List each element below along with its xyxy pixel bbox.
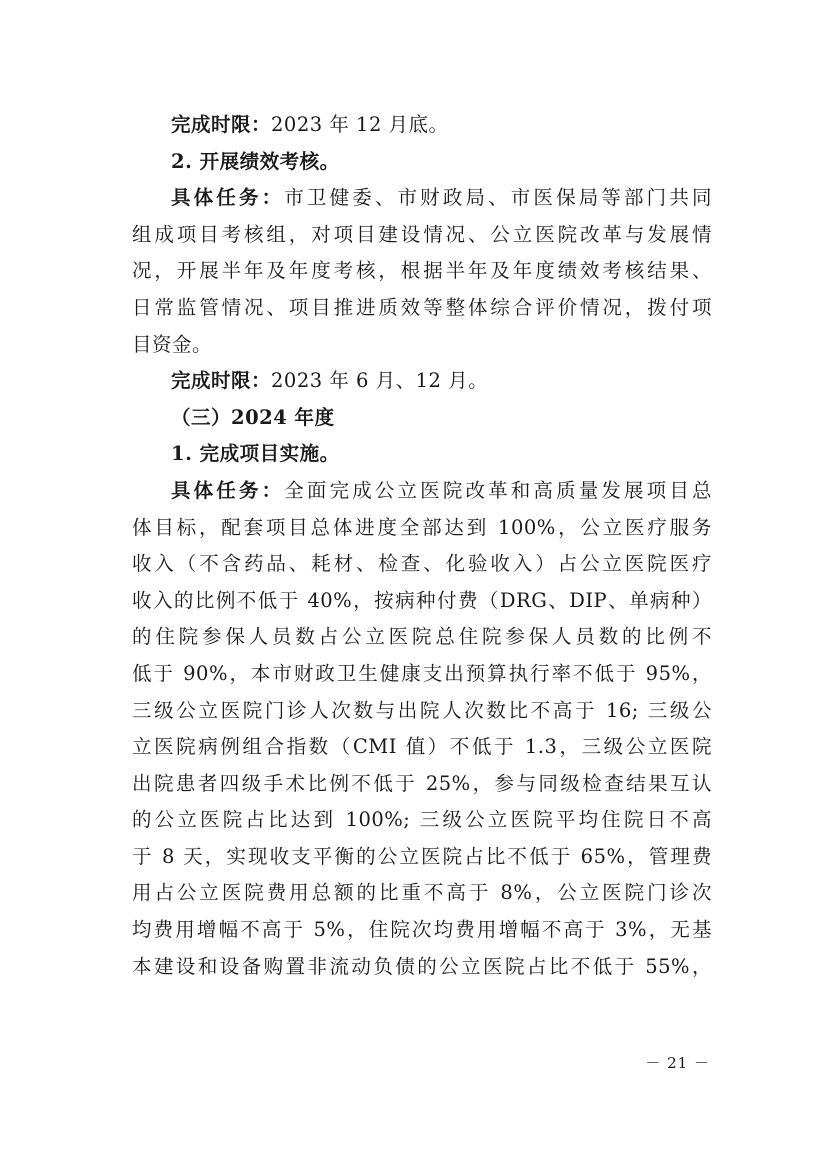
bold-text-segment: （三）2024 年度 (171, 405, 335, 429)
text-line (132, 436, 712, 473)
text-line (132, 766, 712, 803)
bold-text-segment: 2. 开展绩效考核。 (171, 149, 340, 173)
bold-text-segment: 具体任务： (171, 186, 285, 210)
bold-text-segment: 完成时限： (171, 369, 272, 393)
text-segment: 于 8 天，实现收支平衡的公立医院占比不低于 65%，管理费 (132, 844, 712, 868)
text-segment: 均费用增幅不高于 5%，住院次均费用增幅不高于 3%，无基 (132, 918, 712, 942)
text-segment: 2023 年 12 月底。 (271, 113, 449, 136)
text-segment: 体目标，配套项目总体进度全部达到 100%，公立医疗服务 (132, 515, 712, 539)
text-segment: 市卫健委、市财政局、市医保局等部门共同 (284, 186, 712, 210)
text-segment: 收入（不含药品、耗材、检查、化验收入）占公立医院医疗 (132, 552, 712, 576)
text-line (132, 327, 712, 364)
bold-text-segment: 1. 完成项目实施。 (171, 442, 340, 466)
page-number: － 21 － (645, 1054, 710, 1072)
text-segment: 日常监管情况、项目推进质效等整体综合评价情况，拨付项 (132, 295, 712, 319)
text-segment: 收入的比例不低于 40%，按病种付费（DRG、DIP、单病种） (132, 588, 712, 612)
bold-text-segment: 完成时限： (171, 113, 272, 136)
text-line (132, 875, 712, 912)
bold-text-segment: 具体任务： (171, 478, 285, 502)
text-line (132, 802, 712, 839)
text-segment: 的住院参保人员数占公立医院总住院参保人员数的比例不 (132, 625, 712, 649)
text-line (132, 912, 712, 949)
text-segment: 用占公立医院费用总额的比重不高于 8%，公立医院门诊次 (132, 881, 712, 905)
text-line (132, 473, 712, 510)
text-segment: 本建设和设备购置非流动负债的公立医院占比不低于 55%， (132, 954, 712, 978)
text-line (132, 729, 712, 766)
text-segment: 出院患者四级手术比例不低于 25%，参与同级检查结果互认 (132, 771, 712, 795)
text-line (132, 144, 712, 181)
text-line (132, 510, 712, 547)
text-line (132, 290, 712, 327)
text-line (132, 363, 712, 400)
text-segment: 况，开展半年及年度考核，根据半年及年度绩效考核结果、 (132, 259, 712, 283)
text-segment: 全面完成公立医院改革和高质量发展项目总 (284, 478, 712, 502)
text-line (132, 107, 712, 144)
text-line (132, 400, 712, 437)
text-segment: 组成项目考核组，对项目建设情况、公立医院改革与发展情 (132, 222, 712, 246)
text-segment: 立医院病例组合指数（CMI 值）不低于 1.3，三级公立医院 (132, 735, 712, 759)
text-line (132, 839, 712, 876)
text-segment: 目资金。 (132, 332, 213, 356)
text-line (132, 217, 712, 254)
text-line (132, 656, 712, 693)
text-segment: 低于 90%，本市财政卫生健康支出预算执行率不低于 95%， (132, 661, 712, 685)
text-line (132, 693, 712, 730)
text-line (132, 619, 712, 656)
text-line (132, 546, 712, 583)
text-segment: 2023 年 6 月、12 月。 (271, 369, 489, 393)
text-segment: 的公立医院占比达到 100%; 三级公立医院平均住院日不高 (132, 808, 712, 832)
document-body (132, 107, 712, 985)
text-line (132, 949, 712, 986)
text-line (132, 180, 712, 217)
text-line (132, 583, 712, 620)
text-line (132, 253, 712, 290)
text-segment: 三级公立医院门诊人次数与出院人次数比不高于 16; 三级公 (132, 698, 712, 722)
